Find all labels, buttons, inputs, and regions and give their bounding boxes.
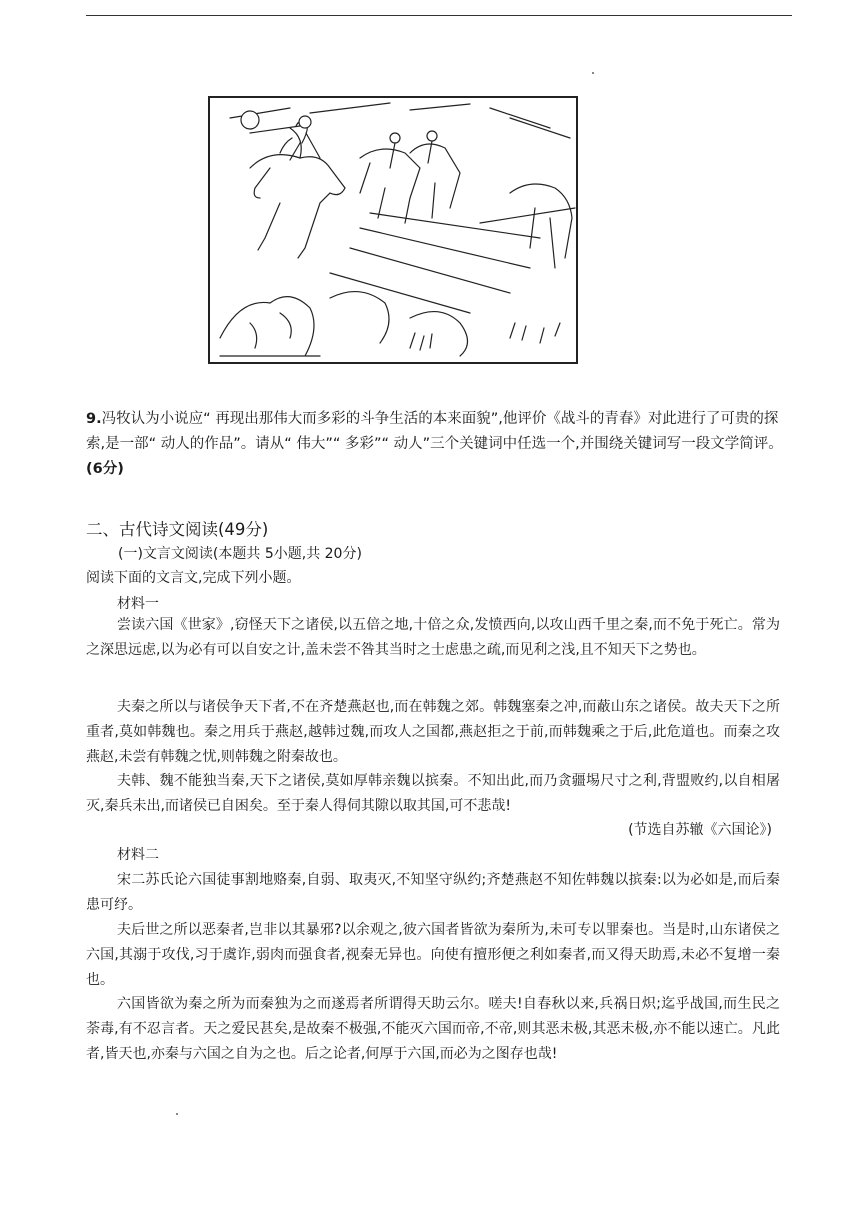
material-2-paragraph-2: 夫后世之所以恶秦者,岂非以其暴邪?以余观之,彼六国者皆欲为秦所为,未可专以罪秦也。当是时,山东诸侯之六国,其溺于攻伐,习于虞诈,弱肉而强食者,视秦无异也。向使有擅形便之利如秦者,而又得天助焉,未必不复增一秦也。 (86, 922, 780, 988)
section-title: 二、古代诗文阅读(49分) (86, 520, 269, 539)
question-number: 9. (86, 411, 102, 427)
material-2-label: 材料二 (117, 847, 159, 863)
reading-instruction: 阅读下面的文言文,完成下列小题。 (86, 570, 301, 586)
material-1-source: (节选自苏辙《六国论》) (628, 822, 772, 838)
header-rule (86, 15, 792, 16)
subsection-title: (一)文言文阅读(本题共 5小题,共 20分) (118, 546, 362, 562)
scan-speck (592, 72, 594, 74)
question-text: 冯牧认为小说应“ 再现出那伟大而多彩的斗争生活的本来面貌”,他评价《战斗的青春》对此进行了可贵的探索,是一部“ 动人的作品”。请从“ 伟大”“ 多彩”“ 动人”三个关键词中任选一个,并围绕关键词写一段文学简评。 (86, 411, 783, 452)
material-1-label: 材料一 (117, 596, 159, 612)
material-1-paragraph-1: 尝读六国《世家》,窃怪天下之诸侯,以五倍之地,十倍之众,发愤西向,以攻山西千里之秦,而不免于死亡。常为之深思远虑,以为必有可以自安之计,盖未尝不咎其当时之士虑患之疏,而见利之浅,且不知天下之势也。 (86, 617, 780, 658)
illustration-horsemen-battle (208, 96, 578, 364)
question-score: (6分) (86, 461, 124, 477)
scan-speck (176, 1113, 178, 1115)
material-1-paragraph-3: 夫韩、魏不能独当秦,天下之诸侯,莫如厚韩亲魏以摈秦。不知出此,而乃贪疆埸尺寸之利,背盟败约,以自相屠灭,秦兵未出,而诸侯已自困矣。至于秦人得伺其隙以取其国,可不悲哉! (86, 773, 780, 814)
material-2-paragraph-3: 六国皆欲为秦之所为而秦独为之而遂焉者所谓得天助云尔。嗟夫!自春秋以来,兵祸日炽;迄乎战国,而生民之荼毒,有不忍言者。天之爱民甚矣,是故秦不极强,不能灭六国而帝,不帝,则其恶未极,其恶未极,亦不能以速亡。凡此者,皆天也,亦秦与六国之自为之也。后之论者,何厚于六国,而必为之图存也哉! (86, 996, 780, 1062)
sketch-drawing (210, 98, 576, 362)
question-9 (86, 407, 786, 482)
material-1-paragraph-2: 夫秦之所以与诸侯争天下者,不在齐楚燕赵也,而在韩魏之郊。韩魏塞秦之冲,而蔽山东之诸侯。故夫天下之所重者,莫如韩魏也。秦之用兵于燕赵,越韩过魏,而攻人之国都,燕赵拒之于前,而韩魏乘之于后,此危道也。而秦之攻燕赵,未尝有韩魏之忧,则韩魏之附秦故也。 (86, 699, 780, 765)
material-2-paragraph-1: 宋二苏氏论六国徒事割地赂秦,自弱、取夷灭,不知坚守纵约;齐楚燕赵不知佐韩魏以摈秦:以为必如是,而后秦患可纾。 (86, 872, 780, 913)
